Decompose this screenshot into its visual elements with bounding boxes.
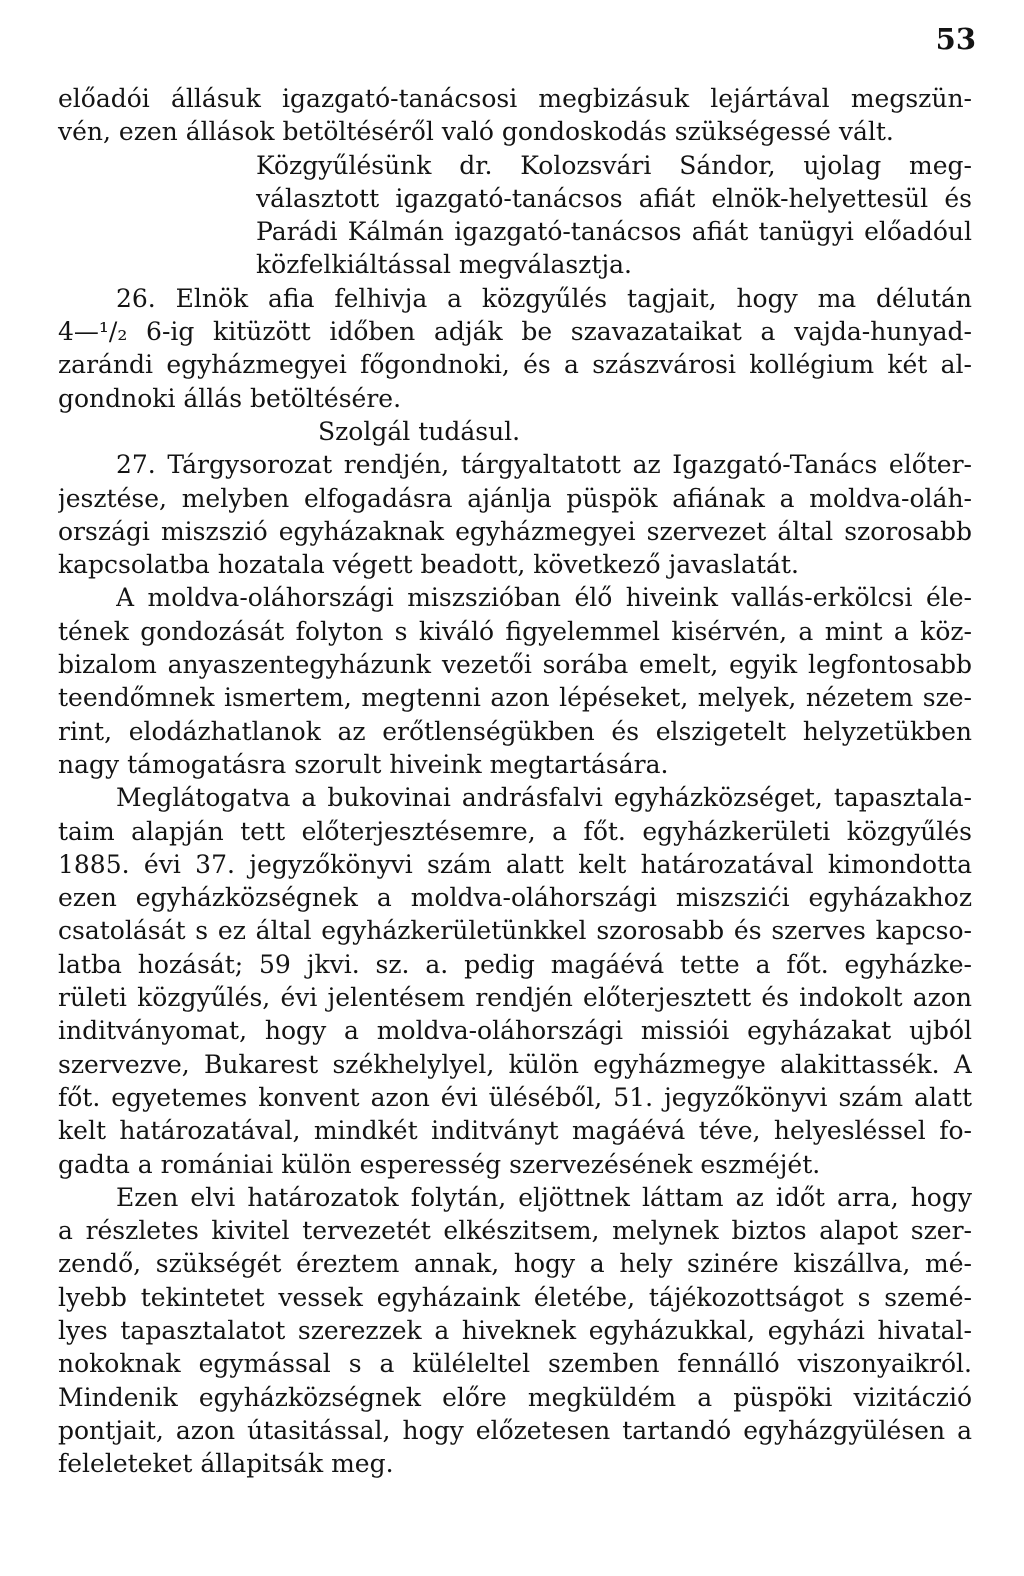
text-line: rint, elodázhatlanok az erőtlenségükben és elszigetelt helyzetükben <box>58 716 972 746</box>
text-line: inditványomat, hogy a moldva-oláhországi missiói egyházakat ujból <box>58 1016 972 1046</box>
text-line: 1885. évi 37. jegyzőkönyvi szám alatt kelt határozatával kimondotta <box>58 849 972 879</box>
text-line: Mindenik egyházközségnek előre megküldém a püspöki vizitáczió <box>58 1382 972 1412</box>
text-line: nokoknak egymással s a küléleltel szemben fennálló viszonyaikról. <box>58 1349 972 1379</box>
text-line: országi miszszió egyházaknak egyházmegyei szervezet által szorosabb <box>58 516 972 546</box>
text-line: zarándi egyházmegyei főgondnoki, és a szászvárosi kollégium két al- <box>58 350 972 380</box>
paragraph-principles <box>58 1181 972 1481</box>
page-body <box>58 82 972 1480</box>
text-line: a részletes kivitel tervezetét elkészitsem, melynek biztos alapot szer- <box>58 1216 972 1246</box>
text-line: tének gondozását folyton s kiváló figyelemmel kisérvén, a mint a köz- <box>58 616 972 646</box>
text-line: Ezen elvi határozatok folytán, eljöttnek láttam az időt arra, hogy <box>116 1182 972 1212</box>
text-line: Szolgál tudásul. <box>318 416 521 446</box>
paragraph-mission <box>58 581 972 781</box>
text-line: választott igazgató-tanácsos afiát elnök-helyettesül és <box>256 183 972 213</box>
text-line: közfelkiáltással megválasztja. <box>256 250 633 280</box>
text-line: gadta a romániai külön esperesség szervezésének eszméjét. <box>58 1149 821 1179</box>
text-line: 4—¹/₂ 6-ig kitüzött időben adják be szavazataikat a vajda-hunyad- <box>58 317 972 347</box>
text-line: lyes tapasztalatot szerezzek a hiveknek egyházukkal, egyházi hivatal- <box>58 1315 972 1345</box>
paragraph-26 <box>58 282 972 415</box>
text-line: jesztése, melyben elfogadásra ajánlja püspök afiának a moldva-oláh- <box>58 483 972 513</box>
text-line: kapcsolatba hozatala végett beadott, következő javaslatát. <box>58 550 799 580</box>
text-line: szervezve, Bukarest székhelylyel, külön egyházmegye alakittassék. A <box>58 1049 972 1079</box>
text-line: taim alapján tett előterjesztésemre, a főt. egyházkerületi közgyűlés <box>58 816 972 846</box>
text-line: latba hozását; 59 jkvi. sz. a. pedig magáévá tette a főt. egyházke- <box>58 949 972 979</box>
text-line: rületi közgyűlés, évi jelentésem rendjén előterjesztett és indokolt azon <box>58 983 972 1013</box>
text-line: gondnoki állás betöltésére. <box>58 383 402 413</box>
text-line: lyebb tekintetet vessek egyházaink életébe, tájékozottságot s szemé- <box>58 1282 972 1312</box>
text-line: nagy támogatásra szorult hiveink megtartására. <box>58 749 669 779</box>
text-line: A moldva-oláhországi miszszióban élő hiveink vallás-erkölcsi éle- <box>116 583 972 613</box>
text-line: vén, ezen állások betöltéséről való gondoskodás szükségessé vált. <box>58 117 894 147</box>
paragraph-noted <box>318 415 972 448</box>
text-line: feleleteket állapitsák meg. <box>58 1449 394 1479</box>
paragraph-continuation <box>58 82 972 149</box>
text-line: 26. Elnök afia felhivja a közgyűlés tagjait, hogy ma délután <box>116 283 972 313</box>
text-line: kelt határozatával, mindkét inditványt magáévá téve, helyesléssel fo- <box>58 1116 972 1146</box>
paragraph-election <box>256 149 972 282</box>
page-number: 53 <box>935 22 976 56</box>
paragraph-27 <box>58 448 972 581</box>
text-line: Parádi Kálmán igazgató-tanácsos afiát tanügyi előadóul <box>256 217 972 247</box>
text-line: zendő, szükségét éreztem annak, hogy a hely szinére kiszállva, mé- <box>58 1249 972 1279</box>
text-line: pontjait, azon útasitással, hogy előzetesen tartandó egyházgyülésen a <box>58 1415 972 1445</box>
text-line: teendőmnek ismertem, megtenni azon lépéseket, melyek, nézetem sze- <box>58 683 972 713</box>
text-line: ezen egyházközségnek a moldva-oláhországi miszszići egyházakhoz <box>58 883 972 913</box>
text-line: Közgyűlésünk dr. Kolozsvári Sándor, ujolag meg- <box>256 150 972 180</box>
paragraph-visit <box>58 781 972 1181</box>
text-line: előadói állásuk igazgató-tanácsosi megbizásuk lejártával megszün- <box>58 84 972 113</box>
text-line: főt. egyetemes konvent azon évi üléséből, 51. jegyzőkönyvi szám alatt <box>58 1082 972 1112</box>
text-line: csatolását s ez által egyházkerületünkkel szorosabb és szerves kapcso- <box>58 916 972 946</box>
text-line: 27. Tárgysorozat rendjén, tárgyaltatott az Igazgató-Tanács előter- <box>116 450 972 480</box>
text-line: Meglátogatva a bukovinai andrásfalvi egyházközséget, tapasztala- <box>116 783 972 813</box>
text-line: bizalom anyaszentegyházunk vezetői sorába emelt, egyik legfontosabb <box>58 650 972 680</box>
